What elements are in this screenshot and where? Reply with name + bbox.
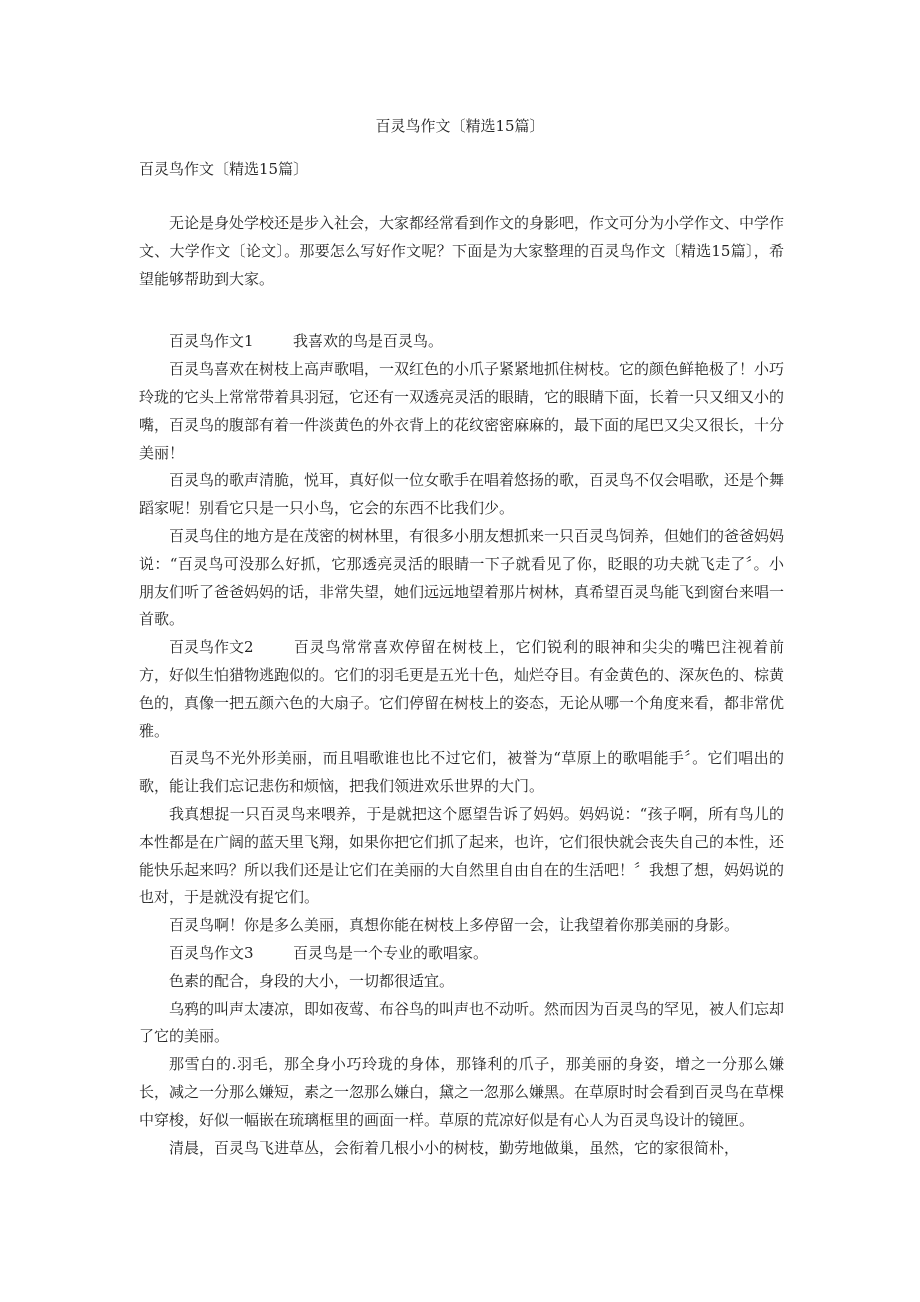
document-subtitle: 百灵鸟作文〔精选15篇〕	[139, 160, 309, 178]
essay-1-heading: 百灵鸟作文1	[169, 332, 254, 351]
intro-paragraph: 无论是身处学校还是步入社会，大家都经常看到作文的身影吧，作文可分为小学作文、中学作文、大学作文〔论文〕。那要怎么写好作文呢？下面是为大家整理的百灵鸟作文〔精选15篇〕，希望能够帮助到大家。	[139, 214, 785, 288]
essay-2-heading: 百灵鸟作文2	[169, 638, 254, 657]
essay-3-lead	[139, 940, 784, 968]
paragraph: 百灵鸟不光外形美丽，而且唱歌谁也比不过它们，被誉为“草原上的歌唱能手〞。它们唱出的歌，能让我们忘记悲伤和烦恼，把我们领进欢乐世界的大门。	[139, 749, 784, 796]
essay-3-heading: 百灵鸟作文3	[169, 943, 254, 962]
essay-1-lead	[139, 328, 784, 356]
paragraph: 那雪白的.羽毛，那全身小巧玲珑的身体，那锋利的爪子，那美丽的身姿，增之一分那么嫌长，减之一分那么嫌短，素之一忽那么嫌白，黛之一忽那么嫌黑。在草原时时会看到百灵鸟在草棵中穿梭，好似一幅嵌在琉璃框里的画面一样。草原的荒凉好似是有心人为百灵鸟设计的镜匣。	[139, 1055, 785, 1129]
document-title: 百灵鸟作文〔精选15篇〕	[375, 117, 545, 135]
paragraph: 百灵鸟的歌声清脆，悦耳，真好似一位女歌手在唱着悠扬的歌，百灵鸟不仅会唱歌，还是个舞蹈家呢！别看它只是一只小鸟，它会的东西不比我们少。	[139, 471, 785, 518]
paragraph: 百灵鸟啊！你是多么美丽，真想你能在树枝上多停留一会，让我望着你那美丽的身影。	[169, 916, 740, 935]
paragraph: 百灵鸟住的地方是在茂密的树林里，有很多小朋友想抓来一只百灵鸟饲养，但她们的爸爸妈妈说：“百灵鸟可没那么好抓，它那透亮灵活的眼睛一下子就看见了你，眨眼的功夫就飞走了〞。小朋友们听了爸爸妈妈的话，非常失望，她们远远地望着那片树林，真希望百灵鸟能飞到窗台来唱一首歌。	[139, 526, 785, 629]
paragraph: 我真想捉一只百灵鸟来喂养，于是就把这个愿望告诉了妈妈。妈妈说：“孩子啊，所有鸟儿的本性都是在广阔的蓝天里飞翔，如果你把它们抓了起来，也许，它们很快就会丧失自己的本性，还能快乐起来吗？所以我们还是让它们在美丽的大自然里自由自在的生活吧！〞我想了想，妈妈说的也对，于是就没有捉它们。	[139, 804, 785, 907]
essay-1-first-line: 我喜欢的鸟是百灵鸟。	[293, 332, 444, 351]
essay-3-first-line: 百灵鸟是一个专业的歌唱家。	[293, 943, 489, 962]
paragraph: 百灵鸟喜欢在树枝上高声歌唱，一双红色的小爪子紧紧地抓住树枝。它的颜色鲜艳极了！小巧玲珑的它头上常常带着具羽冠，它还有一双透亮灵活的眼睛，它的眼睛下面，长着一只又细又小的嘴，百灵鸟的腹部有着一件淡黄色的外衣背上的花纹密密麻麻的，最下面的尾巴又尖又很长，十分美丽！	[139, 360, 785, 462]
paragraph: 色素的配合，身段的大小，一切都很适宜。	[169, 971, 455, 990]
essay-2-lead	[139, 634, 784, 745]
paragraph: 清晨，百灵鸟飞进草丛，会衔着几根小小的树枝，勤劳地做巢，虽然，它的家很简朴，	[169, 1138, 740, 1157]
paragraph: 乌鸦的叫声太凄凉，即如夜莺、布谷鸟的叫声也不动听。然而因为百灵鸟的罕见，被人们忘却了它的美丽。	[139, 999, 785, 1046]
essay-2-first-line: 百灵鸟常常喜欢停留在树枝上，它们锐利的眼神和尖尖的嘴巴注视着前方，好似生怕猎物逃跑似的。它们的羽毛更是五光十色，灿烂夺目。有金黄色的、深灰色的、棕黄色的，真像一把五颜六色的大扇子。它们停留在树枝上的姿态，无论从哪一个角度来看，都非常优雅。	[139, 638, 785, 740]
document-body	[139, 210, 784, 1162]
